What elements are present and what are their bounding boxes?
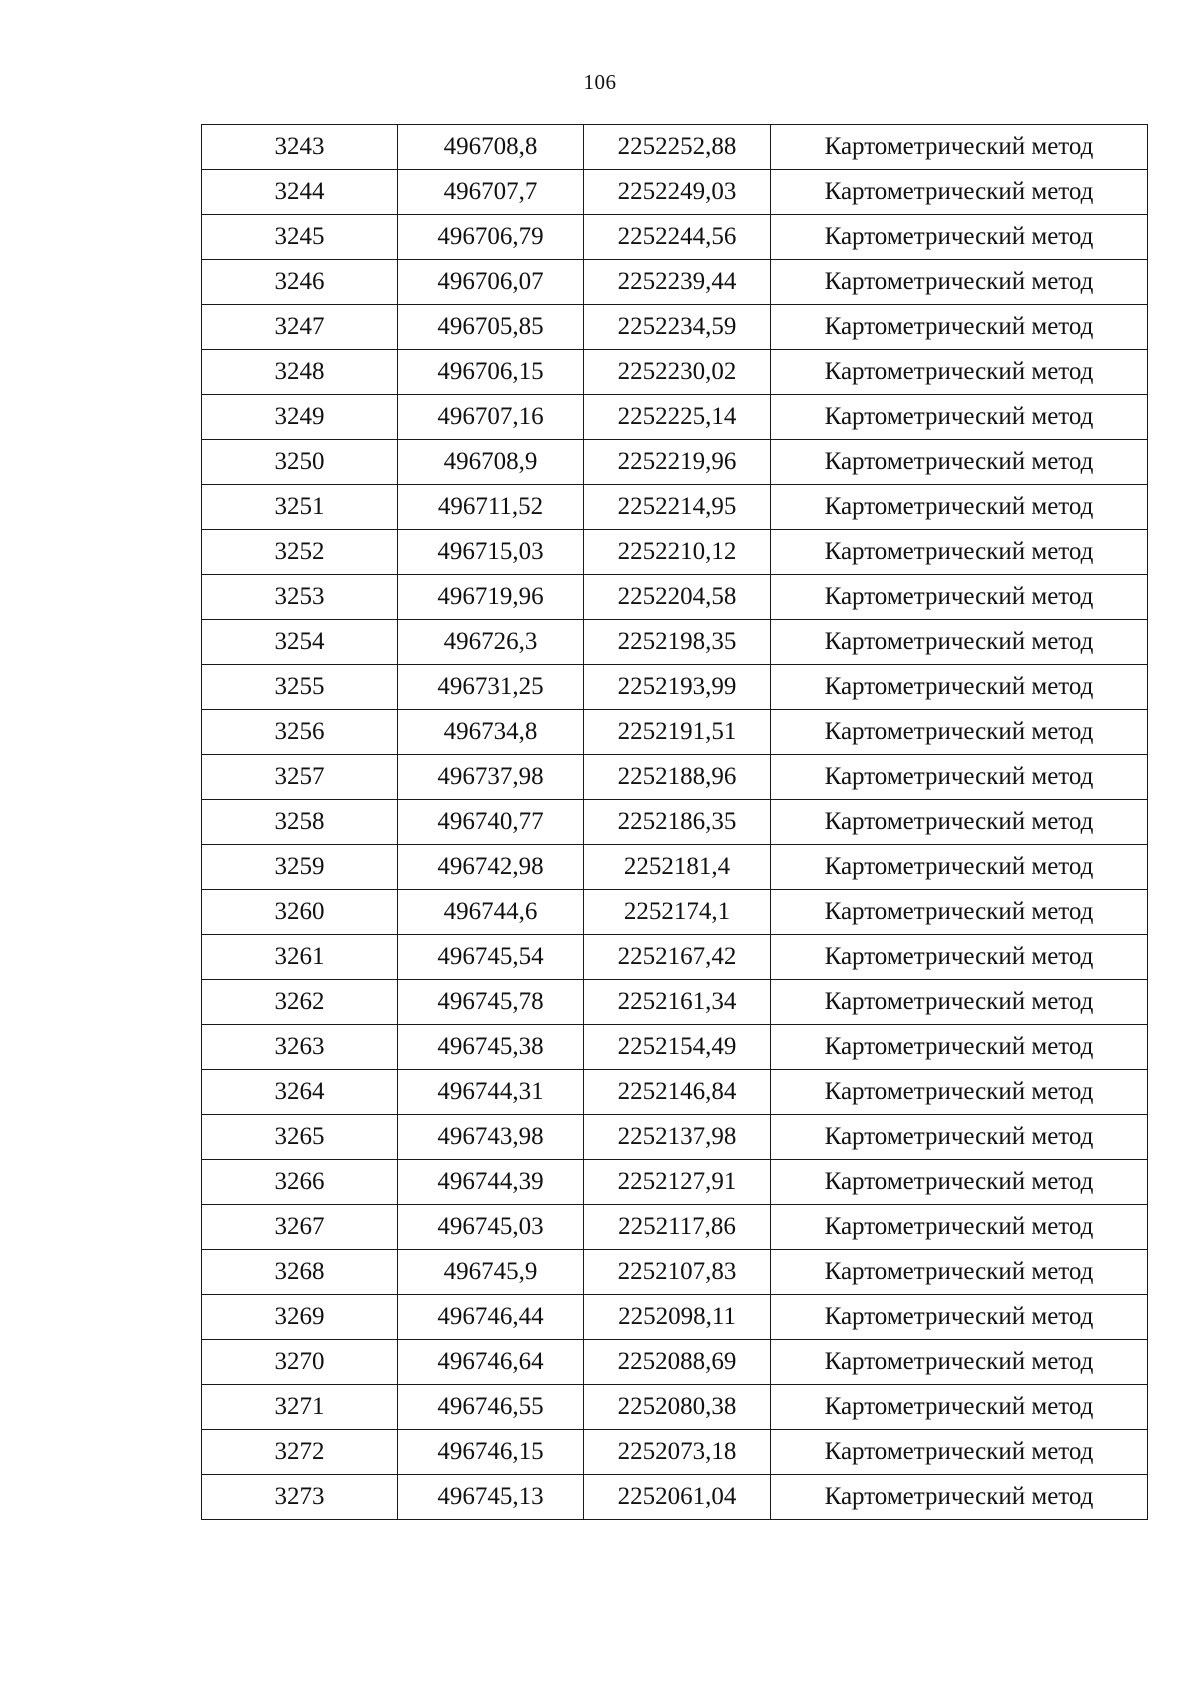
y-coordinate-cell: 2252186,35 xyxy=(584,800,771,845)
y-coordinate-cell: 2252137,98 xyxy=(584,1115,771,1160)
table-row xyxy=(202,665,1148,710)
y-coordinate-cell: 2252127,91 xyxy=(584,1160,771,1205)
point-number-cell: 3265 xyxy=(202,1115,398,1160)
x-coordinate-cell: 496705,85 xyxy=(398,305,584,350)
method-cell: Картометрический метод xyxy=(771,1070,1148,1115)
method-cell: Картометрический метод xyxy=(771,1385,1148,1430)
y-coordinate-cell: 2252239,44 xyxy=(584,260,771,305)
y-coordinate-cell: 2252244,56 xyxy=(584,215,771,260)
table-row xyxy=(202,845,1148,890)
table-row xyxy=(202,485,1148,530)
x-coordinate-cell: 496711,52 xyxy=(398,485,584,530)
x-coordinate-cell: 496745,78 xyxy=(398,980,584,1025)
x-coordinate-cell: 496706,15 xyxy=(398,350,584,395)
y-coordinate-cell: 2252088,69 xyxy=(584,1340,771,1385)
x-coordinate-cell: 496746,55 xyxy=(398,1385,584,1430)
table-row xyxy=(202,170,1148,215)
point-number-cell: 3245 xyxy=(202,215,398,260)
point-number-cell: 3246 xyxy=(202,260,398,305)
x-coordinate-cell: 496745,03 xyxy=(398,1205,584,1250)
point-number-cell: 3259 xyxy=(202,845,398,890)
x-coordinate-cell: 496706,07 xyxy=(398,260,584,305)
table-row xyxy=(202,1295,1148,1340)
x-coordinate-cell: 496740,77 xyxy=(398,800,584,845)
point-number-cell: 3271 xyxy=(202,1385,398,1430)
method-cell: Картометрический метод xyxy=(771,935,1148,980)
table-row xyxy=(202,1070,1148,1115)
point-number-cell: 3266 xyxy=(202,1160,398,1205)
x-coordinate-cell: 496715,03 xyxy=(398,530,584,575)
point-number-cell: 3243 xyxy=(202,125,398,170)
point-number-cell: 3253 xyxy=(202,575,398,620)
method-cell: Картометрический метод xyxy=(771,1295,1148,1340)
method-cell: Картометрический метод xyxy=(771,755,1148,800)
y-coordinate-cell: 2252161,34 xyxy=(584,980,771,1025)
method-cell: Картометрический метод xyxy=(771,1475,1148,1520)
table-row xyxy=(202,980,1148,1025)
x-coordinate-cell: 496745,54 xyxy=(398,935,584,980)
x-coordinate-cell: 496746,64 xyxy=(398,1340,584,1385)
point-number-cell: 3249 xyxy=(202,395,398,440)
method-cell: Картометрический метод xyxy=(771,1250,1148,1295)
y-coordinate-cell: 2252214,95 xyxy=(584,485,771,530)
table-row xyxy=(202,710,1148,755)
method-cell: Картометрический метод xyxy=(771,980,1148,1025)
x-coordinate-cell: 496726,3 xyxy=(398,620,584,665)
table-row xyxy=(202,1205,1148,1250)
method-cell: Картометрический метод xyxy=(771,485,1148,530)
point-number-cell: 3256 xyxy=(202,710,398,755)
method-cell: Картометрический метод xyxy=(771,260,1148,305)
point-number-cell: 3272 xyxy=(202,1430,398,1475)
point-number-cell: 3254 xyxy=(202,620,398,665)
x-coordinate-cell: 496734,8 xyxy=(398,710,584,755)
point-number-cell: 3247 xyxy=(202,305,398,350)
point-number-cell: 3269 xyxy=(202,1295,398,1340)
table-row xyxy=(202,1115,1148,1160)
table-row xyxy=(202,1025,1148,1070)
y-coordinate-cell: 2252193,99 xyxy=(584,665,771,710)
method-cell: Картометрический метод xyxy=(771,440,1148,485)
x-coordinate-cell: 496746,15 xyxy=(398,1430,584,1475)
y-coordinate-cell: 2252117,86 xyxy=(584,1205,771,1250)
table-row xyxy=(202,575,1148,620)
table-row xyxy=(202,1475,1148,1520)
y-coordinate-cell: 2252230,02 xyxy=(584,350,771,395)
table-row xyxy=(202,350,1148,395)
table-row xyxy=(202,1250,1148,1295)
y-coordinate-cell: 2252080,38 xyxy=(584,1385,771,1430)
table-row xyxy=(202,935,1148,980)
method-cell: Картометрический метод xyxy=(771,575,1148,620)
method-cell: Картометрический метод xyxy=(771,170,1148,215)
point-number-cell: 3250 xyxy=(202,440,398,485)
method-cell: Картометрический метод xyxy=(771,890,1148,935)
y-coordinate-cell: 2252181,4 xyxy=(584,845,771,890)
y-coordinate-cell: 2252154,49 xyxy=(584,1025,771,1070)
coordinates-table-body xyxy=(202,125,1148,1520)
table-row xyxy=(202,530,1148,575)
y-coordinate-cell: 2252210,12 xyxy=(584,530,771,575)
method-cell: Картометрический метод xyxy=(771,530,1148,575)
table-row xyxy=(202,755,1148,800)
table-row xyxy=(202,305,1148,350)
table-row xyxy=(202,260,1148,305)
point-number-cell: 3270 xyxy=(202,1340,398,1385)
table-row xyxy=(202,1160,1148,1205)
y-coordinate-cell: 2252252,88 xyxy=(584,125,771,170)
x-coordinate-cell: 496737,98 xyxy=(398,755,584,800)
method-cell: Картометрический метод xyxy=(771,1340,1148,1385)
y-coordinate-cell: 2252198,35 xyxy=(584,620,771,665)
x-coordinate-cell: 496707,7 xyxy=(398,170,584,215)
point-number-cell: 3251 xyxy=(202,485,398,530)
page-number: 106 xyxy=(583,70,617,94)
method-cell: Картометрический метод xyxy=(771,305,1148,350)
table-row xyxy=(202,800,1148,845)
point-number-cell: 3255 xyxy=(202,665,398,710)
point-number-cell: 3257 xyxy=(202,755,398,800)
y-coordinate-cell: 2252234,59 xyxy=(584,305,771,350)
method-cell: Картометрический метод xyxy=(771,350,1148,395)
table-row xyxy=(202,215,1148,260)
x-coordinate-cell: 496745,9 xyxy=(398,1250,584,1295)
x-coordinate-cell: 496742,98 xyxy=(398,845,584,890)
method-cell: Картометрический метод xyxy=(771,395,1148,440)
method-cell: Картометрический метод xyxy=(771,845,1148,890)
table-row xyxy=(202,1430,1148,1475)
method-cell: Картометрический метод xyxy=(771,1160,1148,1205)
y-coordinate-cell: 2252225,14 xyxy=(584,395,771,440)
point-number-cell: 3244 xyxy=(202,170,398,215)
coordinates-table xyxy=(201,124,1148,1520)
x-coordinate-cell: 496719,96 xyxy=(398,575,584,620)
method-cell: Картометрический метод xyxy=(771,620,1148,665)
method-cell: Картометрический метод xyxy=(771,800,1148,845)
x-coordinate-cell: 496746,44 xyxy=(398,1295,584,1340)
point-number-cell: 3273 xyxy=(202,1475,398,1520)
table-row xyxy=(202,1385,1148,1430)
x-coordinate-cell: 496707,16 xyxy=(398,395,584,440)
point-number-cell: 3252 xyxy=(202,530,398,575)
method-cell: Картометрический метод xyxy=(771,665,1148,710)
method-cell: Картометрический метод xyxy=(771,1430,1148,1475)
y-coordinate-cell: 2252061,04 xyxy=(584,1475,771,1520)
point-number-cell: 3262 xyxy=(202,980,398,1025)
table-row xyxy=(202,1340,1148,1385)
table-row xyxy=(202,440,1148,485)
point-number-cell: 3248 xyxy=(202,350,398,395)
y-coordinate-cell: 2252167,42 xyxy=(584,935,771,980)
y-coordinate-cell: 2252204,58 xyxy=(584,575,771,620)
point-number-cell: 3268 xyxy=(202,1250,398,1295)
method-cell: Картометрический метод xyxy=(771,125,1148,170)
point-number-cell: 3263 xyxy=(202,1025,398,1070)
x-coordinate-cell: 496745,38 xyxy=(398,1025,584,1070)
y-coordinate-cell: 2252174,1 xyxy=(584,890,771,935)
y-coordinate-cell: 2252219,96 xyxy=(584,440,771,485)
x-coordinate-cell: 496706,79 xyxy=(398,215,584,260)
point-number-cell: 3261 xyxy=(202,935,398,980)
y-coordinate-cell: 2252249,03 xyxy=(584,170,771,215)
y-coordinate-cell: 2252146,84 xyxy=(584,1070,771,1115)
table-row xyxy=(202,890,1148,935)
x-coordinate-cell: 496708,9 xyxy=(398,440,584,485)
y-coordinate-cell: 2252098,11 xyxy=(584,1295,771,1340)
x-coordinate-cell: 496708,8 xyxy=(398,125,584,170)
table-row xyxy=(202,395,1148,440)
x-coordinate-cell: 496745,13 xyxy=(398,1475,584,1520)
table-row xyxy=(202,620,1148,665)
table-row xyxy=(202,125,1148,170)
method-cell: Картометрический метод xyxy=(771,215,1148,260)
y-coordinate-cell: 2252107,83 xyxy=(584,1250,771,1295)
method-cell: Картометрический метод xyxy=(771,1205,1148,1250)
y-coordinate-cell: 2252073,18 xyxy=(584,1430,771,1475)
point-number-cell: 3267 xyxy=(202,1205,398,1250)
point-number-cell: 3260 xyxy=(202,890,398,935)
method-cell: Картометрический метод xyxy=(771,1115,1148,1160)
x-coordinate-cell: 496743,98 xyxy=(398,1115,584,1160)
method-cell: Картометрический метод xyxy=(771,710,1148,755)
y-coordinate-cell: 2252191,51 xyxy=(584,710,771,755)
x-coordinate-cell: 496744,6 xyxy=(398,890,584,935)
x-coordinate-cell: 496744,39 xyxy=(398,1160,584,1205)
point-number-cell: 3264 xyxy=(202,1070,398,1115)
point-number-cell: 3258 xyxy=(202,800,398,845)
x-coordinate-cell: 496731,25 xyxy=(398,665,584,710)
y-coordinate-cell: 2252188,96 xyxy=(584,755,771,800)
method-cell: Картометрический метод xyxy=(771,1025,1148,1070)
x-coordinate-cell: 496744,31 xyxy=(398,1070,584,1115)
